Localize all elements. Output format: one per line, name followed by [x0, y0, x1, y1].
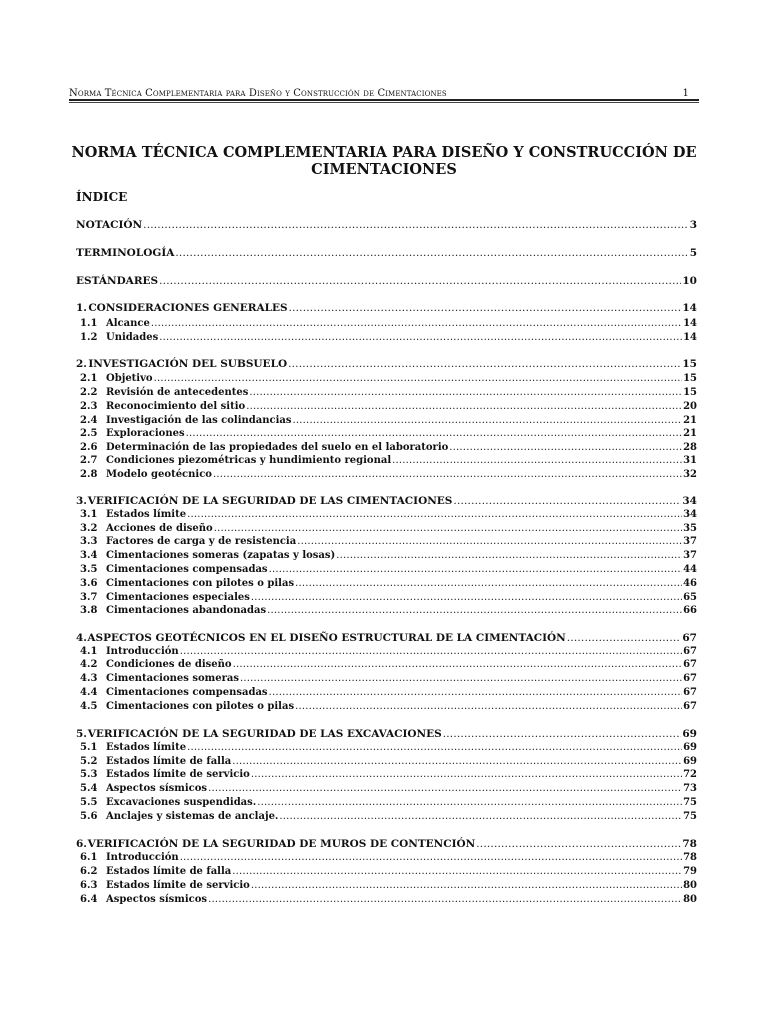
- toc-entry-page: 15: [682, 358, 697, 370]
- toc-entry-page: 75: [683, 797, 697, 808]
- toc-entry-label: Revisión de antecedentes: [106, 387, 249, 398]
- toc-entry[interactable]: [76, 356, 697, 370]
- toc-entry[interactable]: [76, 685, 697, 699]
- toc-entry-label: Acciones de diseño: [106, 523, 213, 534]
- toc-dot-leader: [187, 509, 682, 521]
- toc-dot-leader: [336, 550, 682, 562]
- toc-entry-page: 37: [683, 550, 697, 561]
- toc-dot-leader: [154, 373, 682, 385]
- toc-entry-number: 1.2: [80, 332, 98, 343]
- toc-entry-page: 75: [683, 811, 697, 822]
- toc-entry[interactable]: [76, 507, 697, 521]
- toc-entry-page: 20: [683, 401, 697, 412]
- toc-entry-page: 34: [683, 509, 697, 520]
- toc-dot-leader: [295, 578, 682, 590]
- toc-entry-number: 6.1: [80, 852, 98, 863]
- toc-entry[interactable]: [76, 671, 697, 685]
- toc-dot-leader: [295, 701, 682, 713]
- toc-entry-label: Condiciones de diseño: [106, 659, 232, 670]
- toc-entry[interactable]: [76, 795, 697, 809]
- toc-entry-page: 78: [683, 852, 697, 863]
- toc-entry-page: 3: [689, 219, 697, 231]
- toc-entry-page: 37: [683, 536, 697, 547]
- toc-entry-page: 28: [683, 442, 697, 453]
- toc-entry-page: 66: [683, 605, 697, 616]
- toc-dot-leader: [251, 769, 682, 781]
- toc-entry[interactable]: [76, 740, 697, 754]
- toc-entry-page: 44: [683, 564, 697, 575]
- toc-dot-leader: [443, 728, 682, 740]
- toc-entry-label: Cimentaciones someras (zapatas y losas): [106, 550, 336, 561]
- toc-dot-leader: [187, 742, 682, 754]
- toc-entry-page: 67: [683, 701, 697, 712]
- toc-entry-label: VERIFICACIÓN DE LA SEGURIDAD DE LAS CIMENTACIONES: [87, 495, 453, 507]
- toc-entry-page: 80: [683, 880, 697, 891]
- toc-dot-leader: [392, 455, 682, 467]
- toc-entry-label: Introducción: [106, 646, 179, 657]
- toc-entry-label: Alcance: [106, 318, 150, 329]
- toc-entry[interactable]: [76, 767, 697, 781]
- toc-entry-number: 6.2: [80, 866, 98, 877]
- toc-entry-number: 5.6: [80, 811, 98, 822]
- toc-entry-label: Estados límite de falla: [106, 866, 232, 877]
- toc-entry[interactable]: [76, 878, 697, 892]
- toc-entry-label: Estados límite de falla: [106, 756, 232, 767]
- toc-entry[interactable]: [76, 726, 697, 740]
- toc-entry-page: 15: [683, 387, 697, 398]
- toc-entry-label: TERMINOLOGÍA: [76, 247, 175, 259]
- toc-entry-label: VERIFICACIÓN DE LA SEGURIDAD DE LAS EXCAVACIONES: [87, 728, 442, 740]
- toc-entry[interactable]: [76, 316, 697, 330]
- running-header: [69, 85, 699, 99]
- toc-entry-number: 5.2: [80, 756, 98, 767]
- toc-entry-number: 4.: [76, 632, 87, 644]
- toc-entry-number: 2.8: [80, 469, 98, 480]
- toc-dot-leader: [289, 302, 682, 314]
- toc-entry-page: 67: [683, 646, 697, 657]
- toc-entry-label: Estados límite de servicio: [106, 880, 250, 891]
- document-title: NORMA TÉCNICA COMPLEMENTARIA PARA DISEÑO Y CONSTRUCCIÓN DE CIMENTACIONES: [71, 144, 697, 178]
- toc-entry[interactable]: [76, 493, 697, 507]
- toc-dot-leader: [151, 318, 682, 330]
- index-heading: ÍNDICE: [76, 190, 128, 204]
- toc-entry[interactable]: [76, 245, 697, 259]
- toc-entry-label: ASPECTOS GEOTÉCNICOS EN EL DISEÑO ESTRUCTURAL DE LA CIMENTACIÓN: [87, 632, 566, 644]
- toc-entry-page: 46: [683, 578, 697, 589]
- toc-entry-number: 6.3: [80, 880, 98, 891]
- toc-entry-label: ESTÁNDARES: [76, 275, 159, 287]
- toc-entry-label: Unidades: [106, 332, 159, 343]
- toc-entry-page: 69: [683, 756, 697, 767]
- toc-entry-label: INVESTIGACIÓN DEL SUBSUELO: [88, 358, 288, 370]
- toc-entry-label: VERIFICACIÓN DE LA SEGURIDAD DE MUROS DE CONTENCIÓN: [87, 838, 476, 850]
- toc-entry[interactable]: [76, 603, 697, 617]
- toc-entry[interactable]: [76, 781, 697, 795]
- toc-entry-number: 6.4: [80, 894, 98, 905]
- toc-entry-number: 4.5: [80, 701, 98, 712]
- toc-entry-number: 4.2: [80, 659, 98, 670]
- toc-entry-label: Determinación de las propiedades del suelo en el laboratorio: [106, 442, 449, 453]
- toc-dot-leader: [267, 605, 682, 617]
- toc-entry-number: 2.6: [80, 442, 98, 453]
- toc-entry-label: Modelo geotécnico: [106, 469, 212, 480]
- toc-entry[interactable]: [76, 385, 697, 399]
- toc-entry[interactable]: [76, 467, 697, 481]
- toc-entry-page: 14: [682, 302, 697, 314]
- toc-entry[interactable]: [76, 521, 697, 535]
- toc-entry[interactable]: [76, 754, 697, 768]
- toc-dot-leader: [246, 401, 682, 413]
- toc-entry-label: Cimentaciones con pilotes o pilas: [106, 578, 295, 589]
- toc-entry[interactable]: [76, 644, 697, 658]
- toc-entry-number: 2.4: [80, 415, 98, 426]
- toc-entry-number: 3.8: [80, 605, 98, 616]
- toc-dot-leader: [453, 495, 681, 507]
- toc-entry[interactable]: [76, 590, 697, 604]
- running-header-title: Norma Técnica Complementaria para Diseño y Construcción de Cimentaciones: [69, 88, 447, 99]
- toc-entry[interactable]: [76, 440, 697, 454]
- toc-entry-label: Aspectos sísmicos: [106, 894, 208, 905]
- toc-entry-label: Estados límite: [106, 742, 187, 753]
- toc-entry-label: Factores de carga y de resistencia: [106, 536, 297, 547]
- toc-entry-label: NOTACIÓN: [76, 219, 143, 231]
- toc-entry-number: 4.4: [80, 687, 98, 698]
- toc-dot-leader: [143, 219, 689, 231]
- toc-entry-page: 69: [682, 728, 697, 740]
- toc-entry-number: 2.5: [80, 428, 98, 439]
- toc-entry[interactable]: [76, 534, 697, 548]
- toc-entry-label: Exploraciones: [106, 428, 185, 439]
- toc-entry[interactable]: [76, 548, 697, 562]
- toc-entry-page: 69: [683, 742, 697, 753]
- toc-entry[interactable]: [76, 300, 697, 314]
- toc-dot-leader: [186, 428, 682, 440]
- toc-entry-page: 80: [683, 894, 697, 905]
- toc-entry-number: 5.3: [80, 769, 98, 780]
- toc-entry-label: Cimentaciones someras: [106, 673, 239, 684]
- toc-entry[interactable]: [76, 217, 697, 231]
- toc-entry-label: Condiciones piezométricas y hundimiento regional: [106, 455, 392, 466]
- page-number: 1: [682, 88, 689, 99]
- toc-dot-leader: [233, 659, 683, 671]
- toc-entry-number: 2.7: [80, 455, 98, 466]
- toc-dot-leader: [249, 387, 682, 399]
- toc-dot-leader: [567, 632, 682, 644]
- toc-dot-leader: [251, 880, 682, 892]
- toc-entry-number: 6.: [76, 838, 87, 850]
- toc-dot-leader: [279, 811, 682, 823]
- toc-dot-leader: [297, 536, 682, 548]
- toc-entry-number: 3.: [76, 495, 87, 507]
- toc-entry[interactable]: [76, 850, 697, 864]
- toc-entry-page: 10: [682, 275, 697, 287]
- toc-entry-label: Introducción: [106, 852, 179, 863]
- toc-entry-page: 67: [683, 673, 697, 684]
- toc-entry-page: 21: [683, 415, 697, 426]
- toc-dot-leader: [288, 358, 681, 370]
- toc-entry-page: 31: [683, 455, 697, 466]
- toc-entry-page: 67: [683, 687, 697, 698]
- toc-entry[interactable]: [76, 330, 697, 344]
- toc-entry-page: 67: [682, 632, 697, 644]
- toc-dot-leader: [159, 275, 681, 287]
- toc-entry-page: 72: [683, 769, 697, 780]
- toc-entry[interactable]: [76, 426, 697, 440]
- toc-entry-label: Cimentaciones compensadas: [106, 687, 268, 698]
- toc-dot-leader: [476, 838, 681, 850]
- toc-entry[interactable]: [76, 836, 697, 850]
- toc-dot-leader: [208, 783, 682, 795]
- toc-entry-page: 65: [683, 592, 697, 603]
- toc-entry-label: Anclajes y sistemas de anclaje.: [106, 811, 279, 822]
- toc-entry-page: 67: [683, 659, 697, 670]
- toc-entry-label: Reconocimiento del sitio: [106, 401, 246, 412]
- toc-entry-label: Investigación de las colindancias: [106, 415, 292, 426]
- toc-entry-number: 3.2: [80, 523, 98, 534]
- toc-entry-number: 2.1: [80, 373, 98, 384]
- toc-entry[interactable]: [76, 576, 697, 590]
- toc-entry-label: Cimentaciones compensadas: [106, 564, 268, 575]
- toc-dot-leader: [180, 852, 682, 864]
- toc-entry[interactable]: [76, 413, 697, 427]
- toc-entry[interactable]: [76, 699, 697, 713]
- toc-entry[interactable]: [76, 371, 697, 385]
- toc-entry-label: Objetivo: [106, 373, 153, 384]
- toc-entry-number: 1.1: [80, 318, 98, 329]
- toc-entry-number: 5.4: [80, 783, 98, 794]
- toc-entry-page: 73: [683, 783, 697, 794]
- toc-entry-page: 21: [683, 428, 697, 439]
- toc-dot-leader: [213, 469, 682, 481]
- toc-entry-page: 79: [683, 866, 697, 877]
- toc-entry-number: 5.: [76, 728, 87, 740]
- toc-entry-label: Cimentaciones especiales: [106, 592, 250, 603]
- toc-dot-leader: [240, 673, 682, 685]
- toc-entry-label: Estados límite de servicio: [106, 769, 250, 780]
- toc-entry-label: Aspectos sísmicos: [106, 783, 208, 794]
- toc-entry-label: Cimentaciones con pilotes o pilas: [106, 701, 295, 712]
- toc-entry-number: 2.3: [80, 401, 98, 412]
- toc-entry-number: 5.5: [80, 797, 98, 808]
- toc-entry-label: CONSIDERACIONES GENERALES: [88, 302, 288, 314]
- toc-entry[interactable]: [76, 892, 697, 906]
- toc-dot-leader: [269, 564, 683, 576]
- toc-entry-number: 4.1: [80, 646, 98, 657]
- toc-entry-page: 14: [683, 332, 697, 343]
- toc-entry[interactable]: [76, 399, 697, 413]
- toc-dot-leader: [232, 866, 682, 878]
- toc-entry-label: Estados límite: [106, 509, 187, 520]
- toc-entry-number: 3.1: [80, 509, 98, 520]
- header-rule-thin: [69, 102, 699, 103]
- toc-entry[interactable]: [76, 630, 697, 644]
- toc-entry-number: 3.3: [80, 536, 98, 547]
- toc-dot-leader: [175, 247, 688, 259]
- toc-entry-number: 2.2: [80, 387, 98, 398]
- toc-entry[interactable]: [76, 657, 697, 671]
- toc-entry-page: 5: [689, 247, 697, 259]
- toc-entry-number: 5.1: [80, 742, 98, 753]
- toc-dot-leader: [269, 687, 683, 699]
- toc-entry-page: 15: [683, 373, 697, 384]
- toc-entry[interactable]: [76, 809, 697, 823]
- toc-entry-label: Excavaciones suspendidas.: [106, 797, 257, 808]
- toc-entry-number: 3.7: [80, 592, 98, 603]
- toc-entry-page: 35: [683, 523, 697, 534]
- toc-entry-page: 78: [682, 838, 697, 850]
- toc-entry[interactable]: [76, 562, 697, 576]
- toc-entry-number: 2.: [76, 358, 87, 370]
- header-rule: [69, 99, 699, 101]
- toc-entry-page: 34: [682, 495, 697, 507]
- toc-dot-leader: [159, 332, 682, 344]
- toc-entry-number: 1.: [76, 302, 87, 314]
- toc-entry-label: Cimentaciones abandonadas: [106, 605, 267, 616]
- toc-entry[interactable]: [76, 864, 697, 878]
- toc-entry-page: 32: [683, 469, 697, 480]
- toc-entry-page: 14: [683, 318, 697, 329]
- toc-entry-number: 4.3: [80, 673, 98, 684]
- toc-dot-leader: [208, 894, 682, 906]
- toc-entry-number: 3.4: [80, 550, 98, 561]
- toc-dot-leader: [257, 797, 682, 809]
- toc-entry[interactable]: [76, 273, 697, 287]
- toc-entry-number: 3.5: [80, 564, 98, 575]
- toc-entry-number: 3.6: [80, 578, 98, 589]
- toc-entry[interactable]: [76, 453, 697, 467]
